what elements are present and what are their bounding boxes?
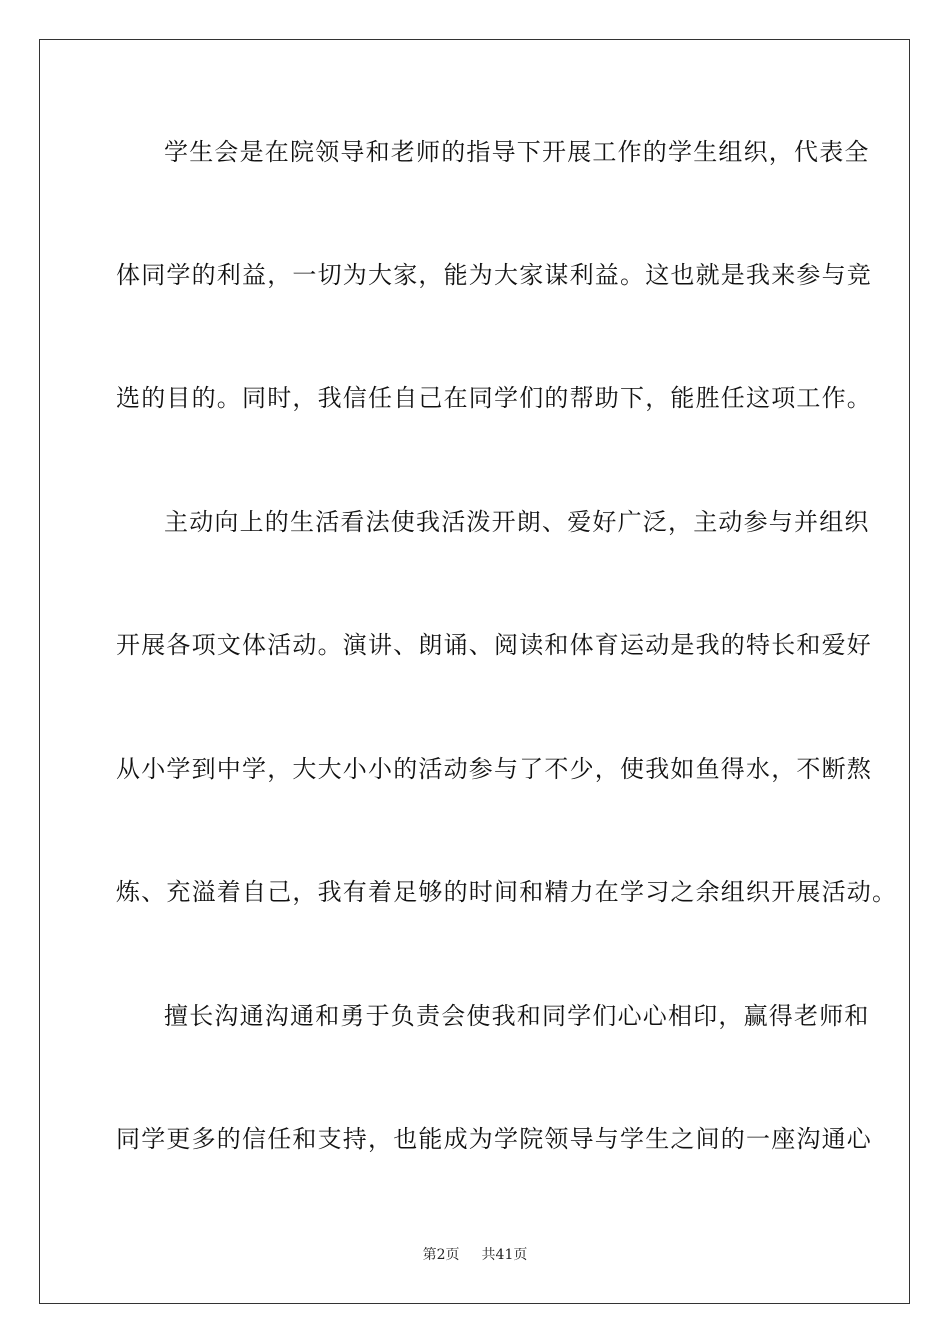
paragraph-1-line-1: 学生会是在院领导和老师的指导下开展工作的学生组织，代表全 — [164, 138, 870, 166]
paragraph-2-line-1: 主动向上的生活看法使我活泼开朗、爱好广泛，主动参与并组织 — [164, 508, 870, 536]
paragraph-3-line-1: 擅长沟通沟通和勇于负责会使我和同学们心心相印，赢得老师和 — [164, 1002, 870, 1030]
paragraph-2-line-3: 从小学到中学，大大小小的活动参与了不少，使我如鱼得水，不断熬 — [116, 755, 872, 783]
paragraph-1-line-2: 体同学的利益，一切为大家，能为大家谋利益。这也就是我来参与竞 — [116, 261, 872, 289]
paragraph-2-line-2: 开展各项文体活动。演讲、朗诵、阅读和体育运动是我的特长和爱好 — [116, 631, 872, 659]
page-total: 共41页 — [481, 1247, 528, 1263]
page-footer — [0, 1246, 950, 1264]
paragraph-2-line-4: 炼、充溢着自己，我有着足够的时间和精力在学习之余组织开展活动。 — [116, 878, 898, 906]
page-frame — [39, 39, 910, 1304]
paragraph-3-line-2: 同学更多的信任和支持，也能成为学院领导与学生之间的一座沟通心 — [116, 1125, 872, 1153]
paragraph-1-line-3: 选的目的。同时，我信任自己在同学们的帮助下，能胜任这项工作。 — [116, 384, 872, 412]
page-number: 第2页 — [422, 1247, 460, 1263]
